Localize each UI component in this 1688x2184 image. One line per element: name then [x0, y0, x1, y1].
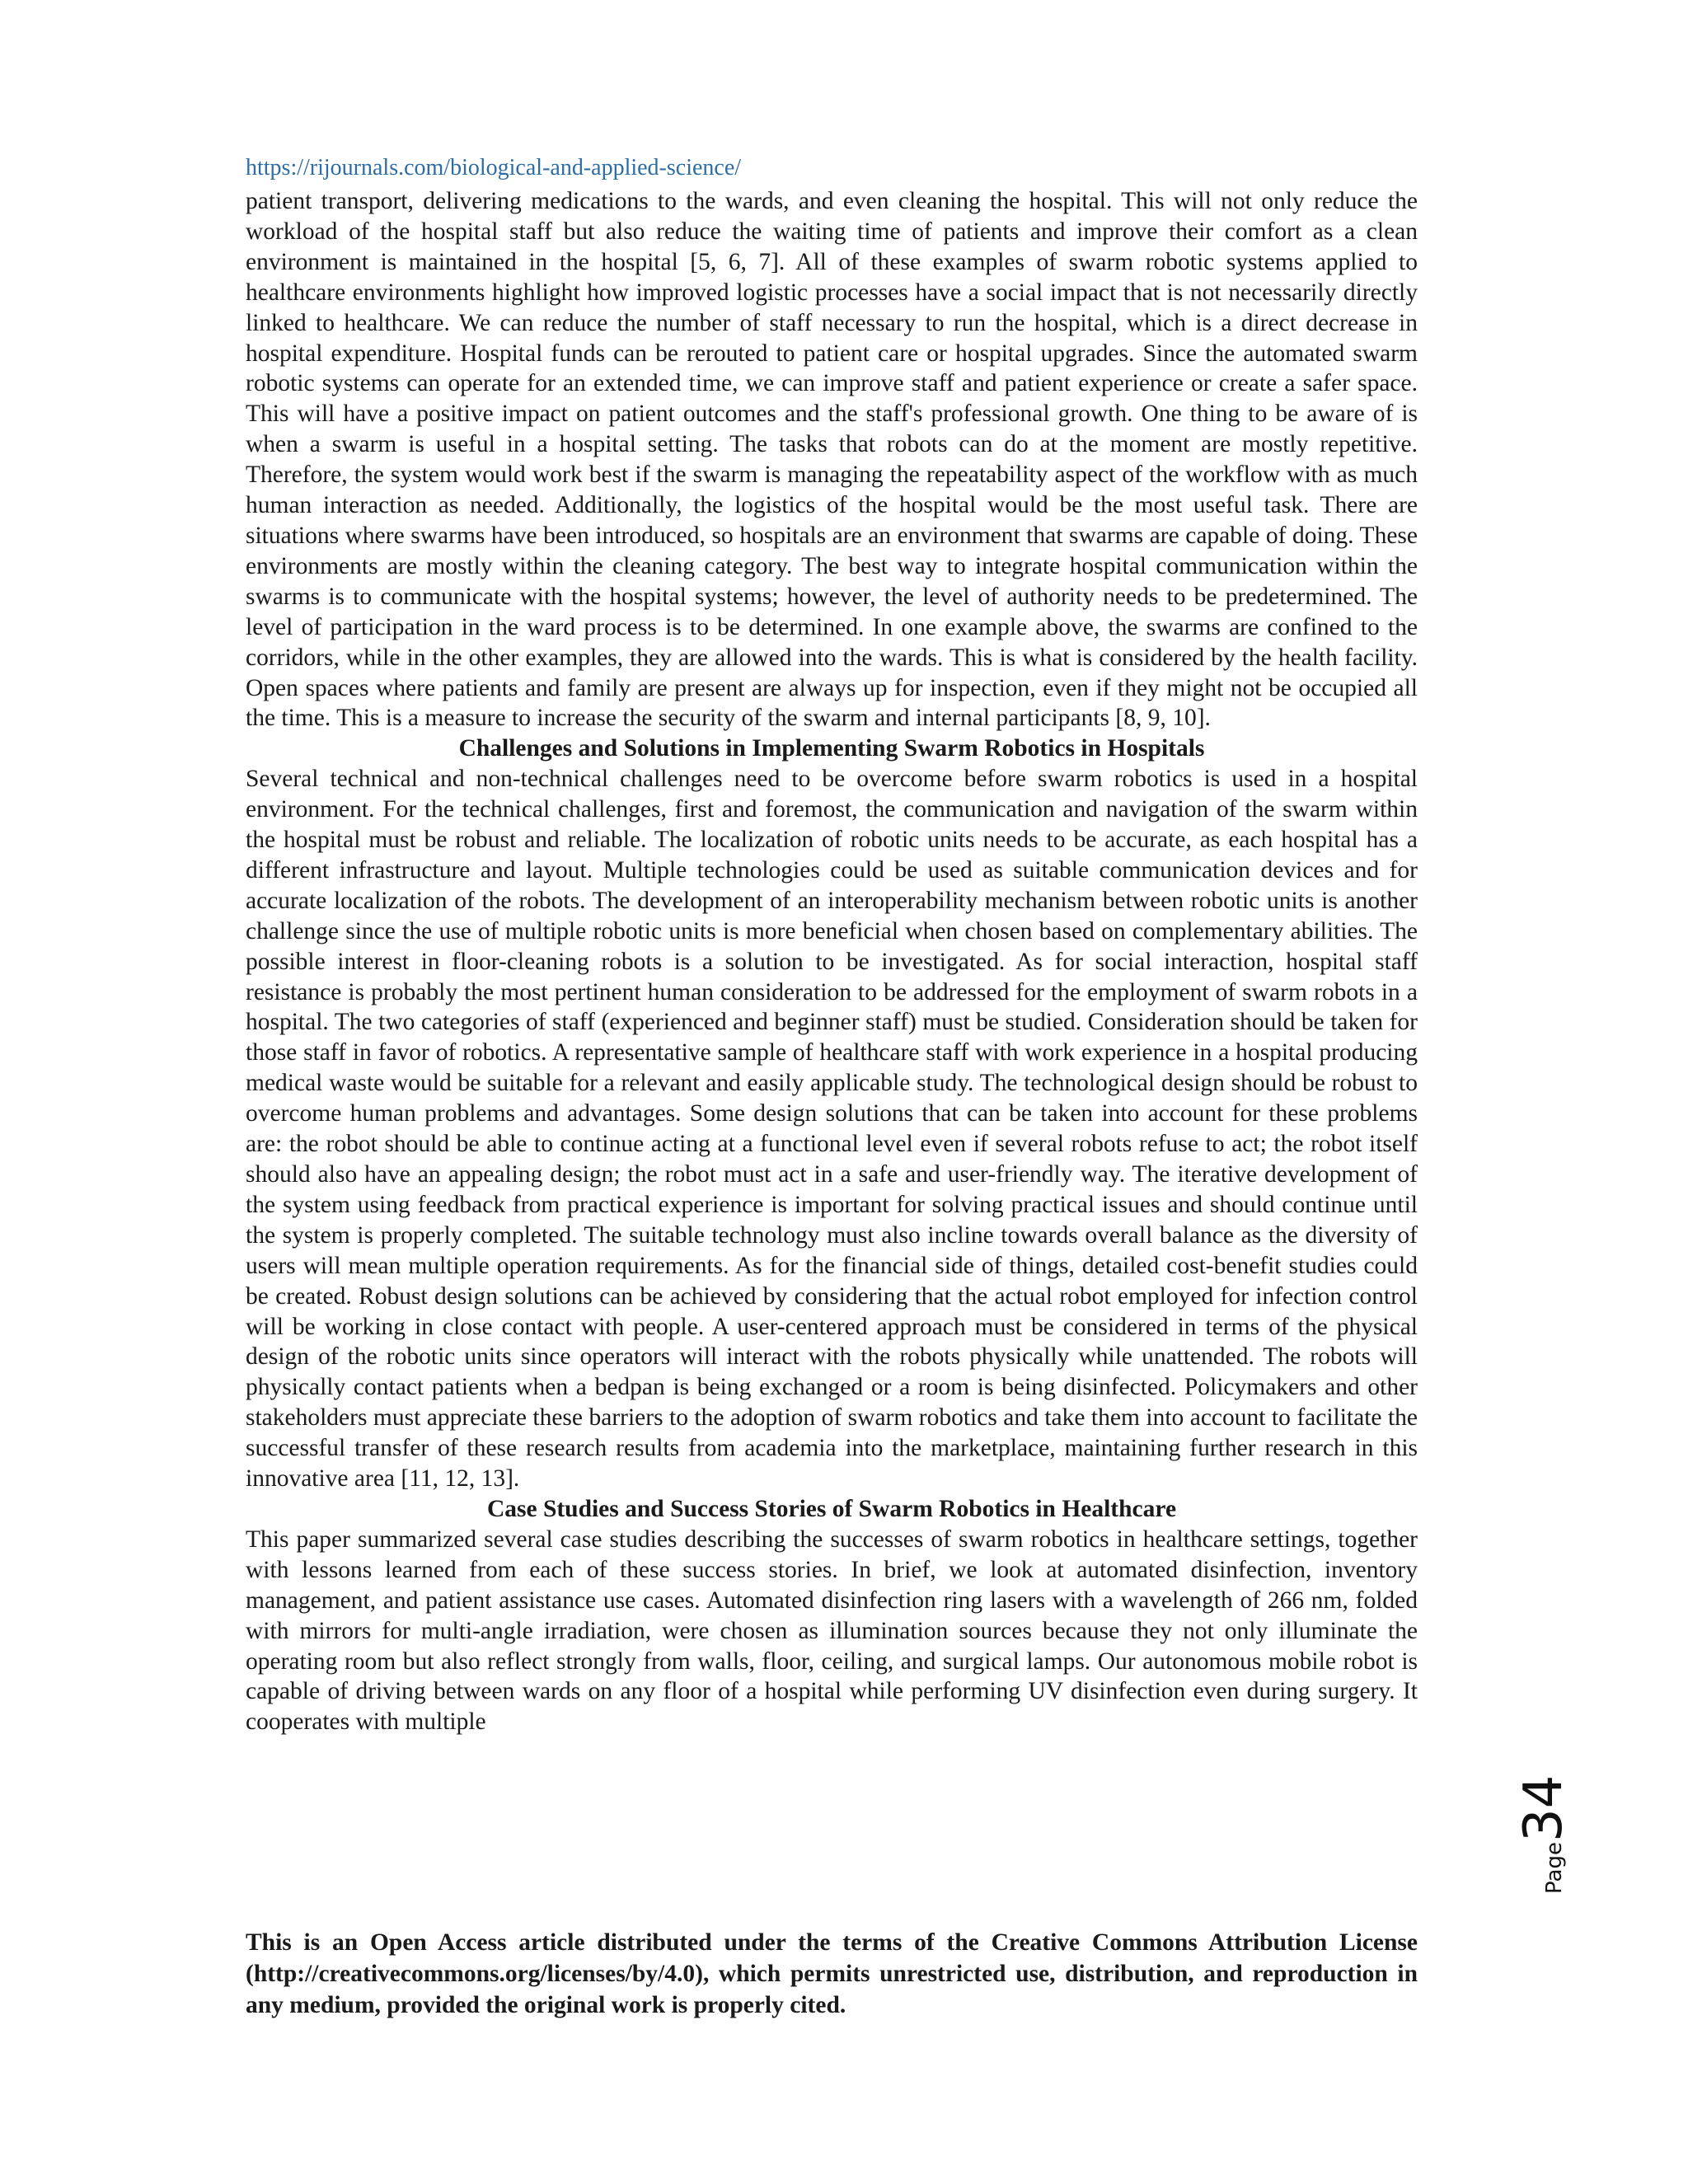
license-notice: This is an Open Access article distributed under the terms of the Creative Commons Attribution License (http://creativecommons.org/licenses/by/4.0), which permits unrestricted use, distribution, and reproduction in any medium, provided the original work is properly cited. [246, 1929, 1418, 2018]
section-heading-challenges: Challenges and Solutions in Implementing Swarm Robotics in Hospitals [458, 735, 1205, 762]
body-paragraph: This paper summarized several case studies describing the successes of swarm robotics in healthcare settings, together with lessons learned from each of these success stories. In brief, we look at automated disinfection, inventory management, and patient assistance use cases. Automated disinfection ring lasers with a wavelength of 266 nm, folded with mirrors for multi-angle irradiation, were chosen as illumination sources because they not only illuminate the operating room but also reflect strongly from walls, floor, ceiling, and surgical lamps. Our autonomous mobile robot is capable of driving between wards on any floor of a hospital while performing UV disinfection even during surgery. It cooperates with multiple [246, 1526, 1418, 1736]
page-number-marker [1515, 1762, 1573, 1894]
journal-url-link[interactable]: https://rijournals.com/biological-and-applied-science/ [246, 155, 742, 180]
body-paragraph: Several technical and non-technical challenges need to be overcome before swarm robotics is used in a hospital environment. For the technical challenges, first and foremost, the communication and navigation of the swarm within the hospital must be robust and reliable. The localization of robotic units needs to be accurate, as each hospital has a different infrastructure and layout. Multiple technologies could be used as suitable communication devices and for accurate localization of the robots. The development of an interoperability mechanism between robotic units is another challenge since the use of multiple robotic units is more beneficial when chosen based on complementary abilities. The possible interest in floor-cleaning robots is a solution to be investigated. As for social interaction, hospital staff resistance is probably the most pertinent human consideration to be addressed for the employment of swarm robots in a hospital. The two categories of staff (experienced and beginner staff) must be studied. Consideration should be taken for those staff in favor of robotics. A representative sample of healthcare staff with work experience in a hospital producing medical waste would be suitable for a relevant and easily applicable study. The technological design should be robust to overcome human problems and advantages. Some design solutions that can be taken into account for these problems are: the robot should be able to continue acting at a functional level even if several robots refuse to act; the robot itself should also have an appealing design; the robot must act in a safe and user-friendly way. The iterative development of the system using feedback from practical experience is important for solving practical issues and should continue until the system is properly completed. The suitable technology must also incline towards overall balance as the diversity of users will mean multiple operation requirements. As for the financial side of things, detailed cost-benefit studies could be created. Robust design solutions can be achieved by considering that the actual robot employed for infection control will be working in close contact with people. A user-centered approach must be considered in terms of the physical design of the robotic units since operators will interact with the robots physically while unattended. The robots will physically contact patients when a bedpan is being exchanged or a room is being disinfected. Policymakers and other stakeholders must appreciate these barriers to the adoption of swarm robotics and take them into account to facilitate the successful transfer of these research results from academia into the marketplace, maintaining further research in this innovative area [11, 12, 13]. [246, 766, 1418, 1493]
page-number: 34 [1513, 1774, 1574, 1843]
body-paragraph: patient transport, delivering medications to the wards, and even cleaning the hospital. This will not only reduce the workload of the hospital staff but also reduce the waiting time of patients and improve their comfort as a clean environment is maintained in the hospital [5, 6, 7]. All of these examples of swarm robotic systems applied to healthcare environments highlight how improved logistic processes have a social impact that is not necessarily directly linked to healthcare. We can reduce the number of staff necessary to run the hospital, which is a direct decrease in hospital expenditure. Hospital funds can be rerouted to patient care or hospital upgrades. Since the automated swarm robotic systems can operate for an extended time, we can improve staff and patient experience or create a safer space. This will have a positive impact on patient outcomes and the staff's professional growth. One thing to be aware of is when a swarm is useful in a hospital setting. The tasks that robots can do at the moment are mostly repetitive. Therefore, the system would work best if the swarm is managing the repeatability aspect of the workflow with as much human interaction as needed. Additionally, the logistics of the hospital would be the most useful task. There are situations where swarms have been introduced, so hospitals are an environment that swarms are capable of doing. These environments are mostly within the cleaning category. The best way to integrate hospital communication within the swarms is to communicate with the hospital systems; however, the level of authority needs to be predetermined. The level of participation in the ward process is to be determined. In one example above, the swarms are confined to the corridors, while in the other examples, they are allowed into the wards. This is what is considered by the health facility. Open spaces where patients and family are present are always up for inspection, even if they might not be occupied all the time. This is a measure to increase the security of the swarm and internal participants [8, 9, 10]. [246, 188, 1418, 732]
page-label: Page [1542, 1842, 1567, 1894]
article-body [246, 153, 1418, 1737]
section-heading-case-studies: Case Studies and Success Stories of Swarm Robotics in Healthcare [486, 1495, 1177, 1522]
